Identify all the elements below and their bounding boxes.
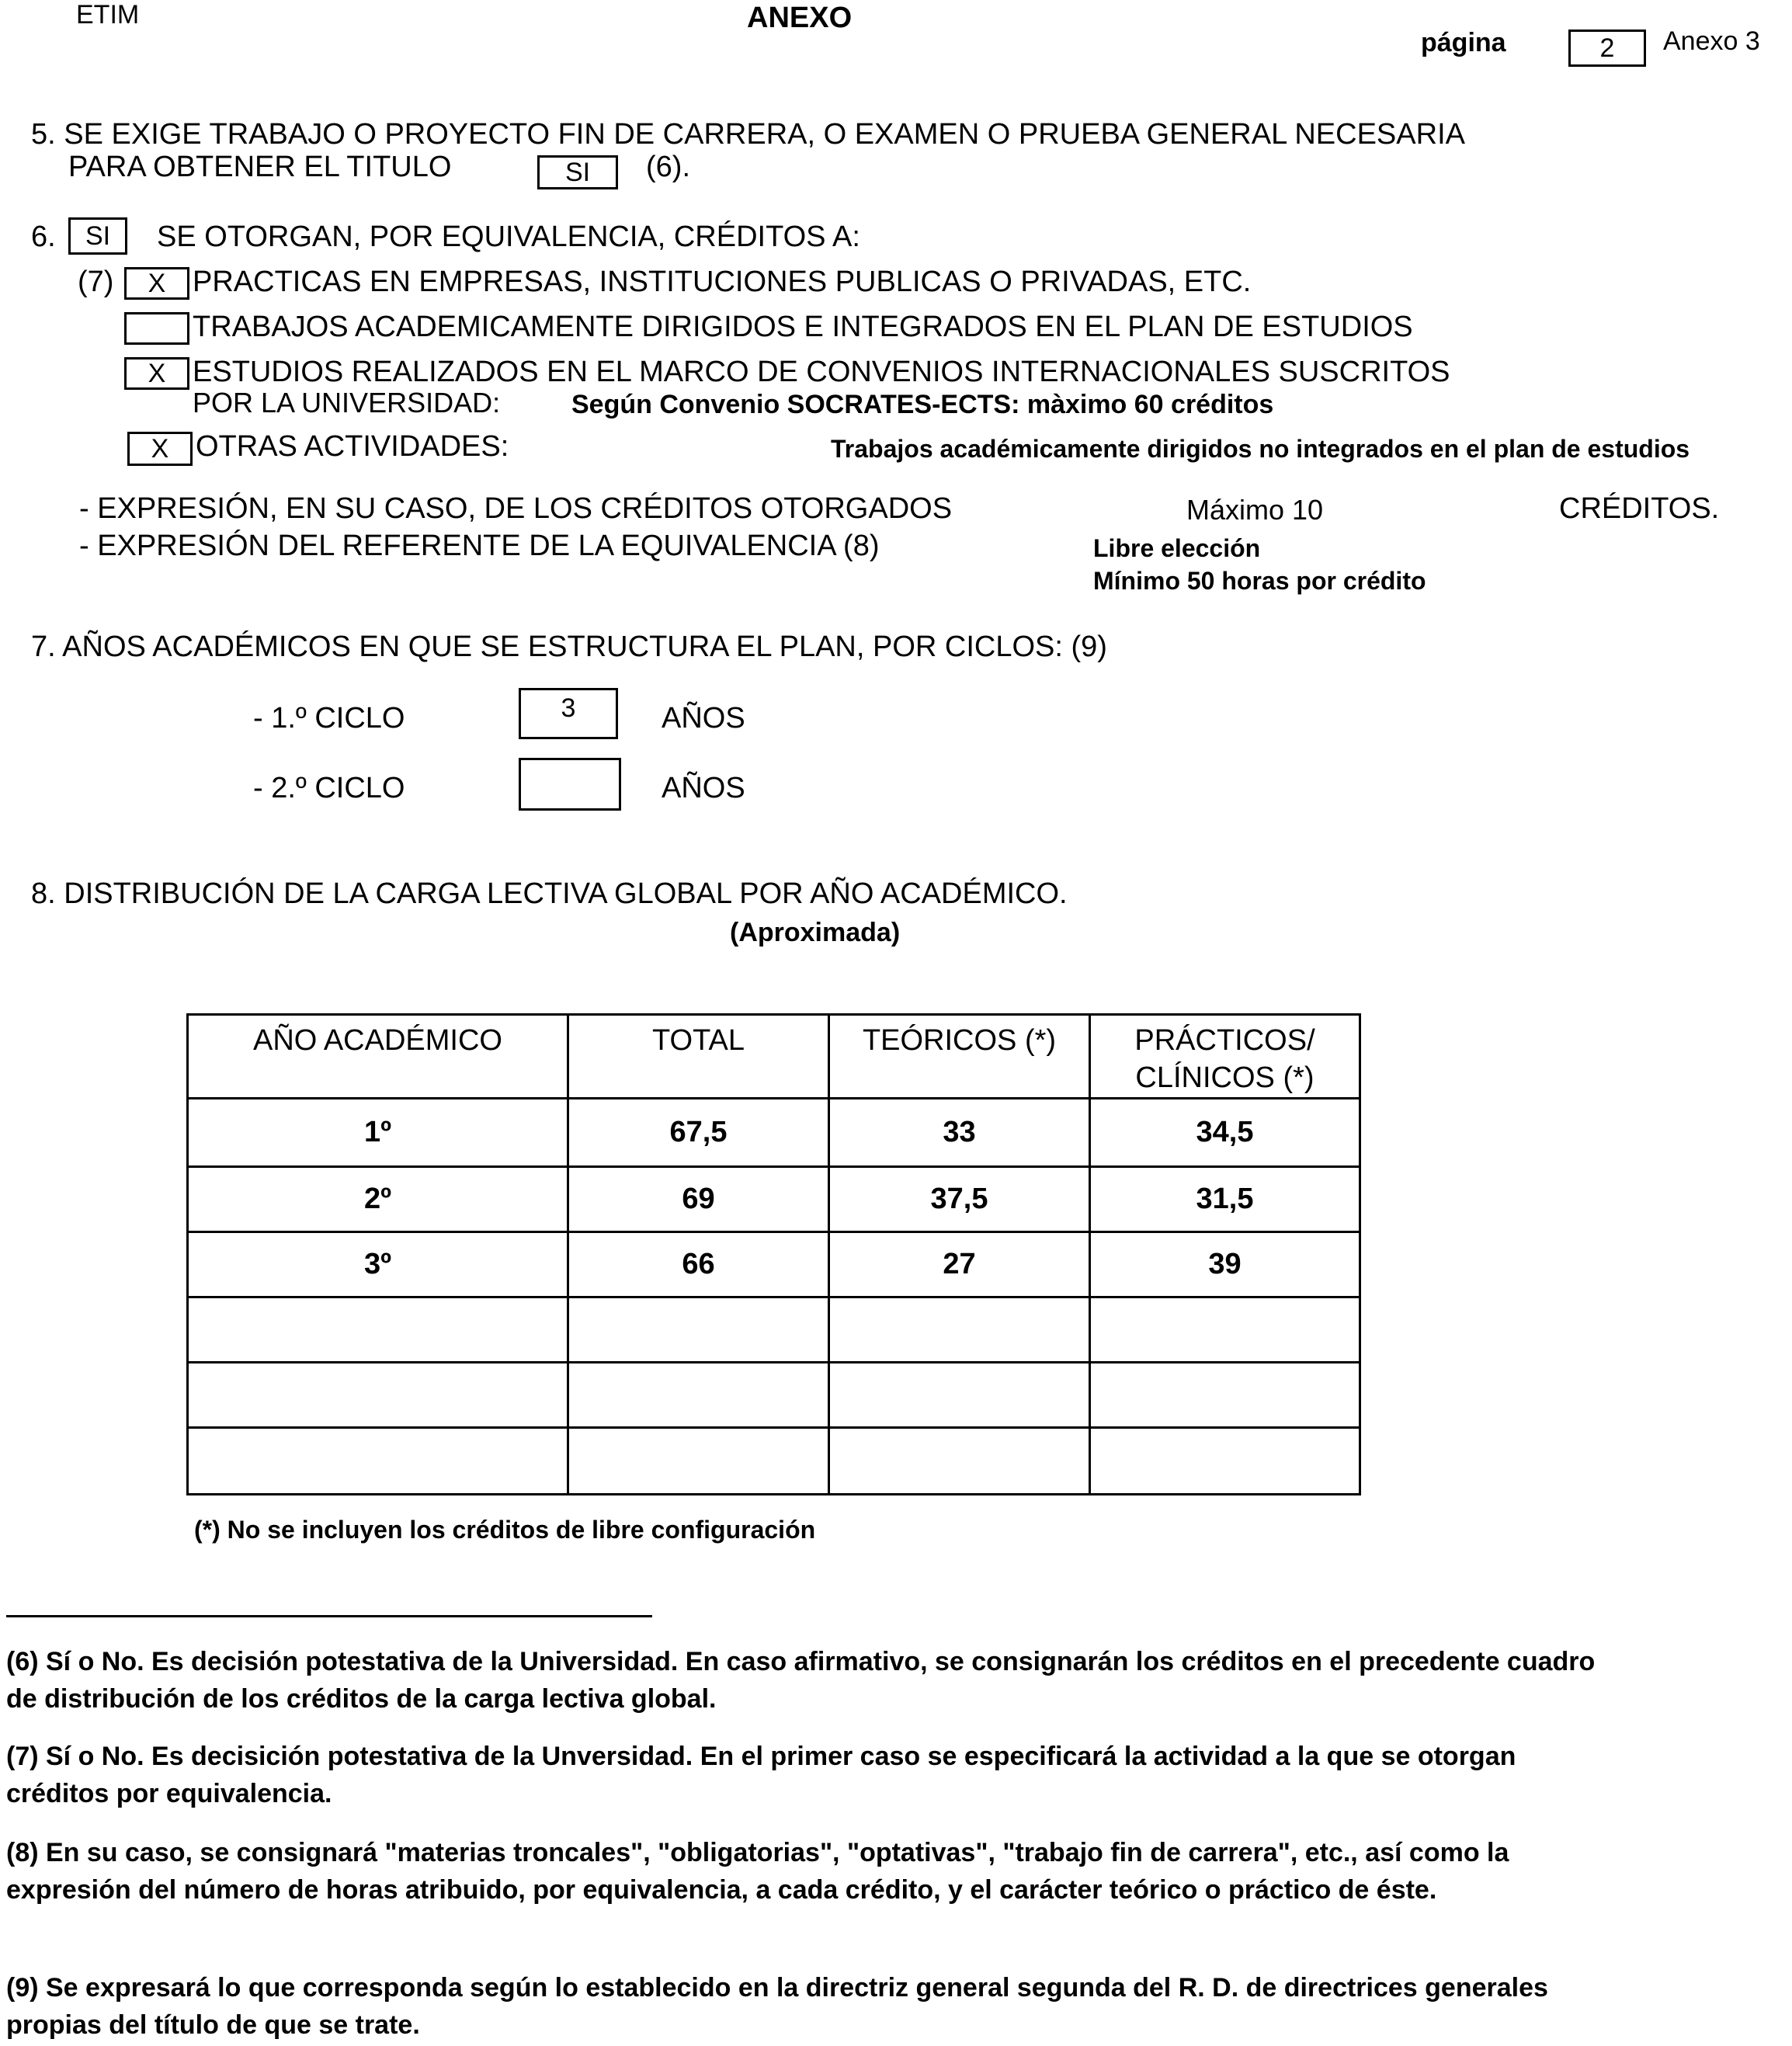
cell-practicos: [1090, 1428, 1360, 1495]
s8-title: 8. DISTRIBUCIÓN DE LA CARGA LECTIVA GLOBAL POR AÑO ACADÉMICO.: [31, 877, 1068, 910]
table-row: [188, 1167, 1360, 1232]
carga-lectiva-table: [186, 1013, 1361, 1495]
table-row: [188, 1297, 1360, 1363]
s6-expr1-label: - EXPRESIÓN, EN SU CASO, DE LOS CRÉDITOS OTORGADOS: [79, 492, 953, 525]
footnote-9: (9) Se expresará lo que corresponda según lo establecido en la directriz general segunda del R. D. de directrices generales propias del título de que se trate.: [6, 1973, 1548, 2040]
col-header-ano: AÑO ACADÉMICO: [188, 1015, 568, 1099]
cell-practicos: [1090, 1363, 1360, 1428]
s5-ref: (6).: [646, 151, 690, 183]
s7-ciclo1-label: - 1.º CICLO: [253, 702, 405, 735]
cell-ano: 2º: [188, 1167, 568, 1232]
s6-number: 6.: [31, 221, 56, 253]
header-title: ANEXO: [747, 2, 853, 34]
s6-item4-checkbox: X: [127, 432, 193, 466]
pagina-label: página: [1421, 28, 1506, 57]
cell-ano: 1º: [188, 1099, 568, 1167]
cell-ano: [188, 1428, 568, 1495]
s6-item4-detail: Trabajos académicamente dirigidos no integrados en el plan de estudios: [831, 435, 1690, 463]
s5-line2: PARA OBTENER EL TITULO: [68, 151, 452, 183]
footnote-divider: [6, 1615, 652, 1617]
cell-practicos: 39: [1090, 1232, 1360, 1297]
s6-item3-checkbox: X: [124, 357, 189, 390]
table-row: [188, 1363, 1360, 1428]
s5-si-box: SI: [537, 155, 618, 189]
col-header-practicos: PRÁCTICOS/ CLÍNICOS (*): [1090, 1015, 1360, 1099]
table-row: [188, 1232, 1360, 1297]
table-row: [188, 1428, 1360, 1495]
cell-total: [568, 1363, 829, 1428]
s6-si-box: SI: [68, 217, 127, 255]
s6-expr1-value: Máximo 10: [1186, 494, 1324, 526]
cell-practicos: [1090, 1297, 1360, 1363]
cell-teoricos: [829, 1363, 1090, 1428]
s6-ref7: (7): [78, 266, 114, 298]
s7-ciclo2-label: - 2.º CICLO: [253, 772, 405, 804]
col-header-teoricos: TEÓRICOS (*): [829, 1015, 1090, 1099]
s6-expr2-value2: Mínimo 50 horas por crédito: [1093, 567, 1426, 595]
table-row: [188, 1099, 1360, 1167]
cell-ano: [188, 1297, 568, 1363]
s8-subtitle: (Aproximada): [730, 918, 901, 947]
col-header-total: TOTAL: [568, 1015, 829, 1099]
s6-item3-line2b: Según Convenio SOCRATES-ECTS: màximo 60 créditos: [571, 390, 1274, 419]
s6-title: SE OTORGAN, POR EQUIVALENCIA, CRÉDITOS A:: [157, 221, 860, 253]
s5-line1: 5. SE EXIGE TRABAJO O PROYECTO FIN DE CARRERA, O EXAMEN O PRUEBA GENERAL NECESARIA: [31, 118, 1465, 151]
cell-teoricos: 27: [829, 1232, 1090, 1297]
s7-ciclo2-box: [519, 758, 621, 811]
s7-ciclo2-unit: AÑOS: [662, 772, 745, 804]
s6-item3-text: ESTUDIOS REALIZADOS EN EL MARCO DE CONVENIOS INTERNACIONALES SUSCRITOS: [193, 356, 1450, 388]
footnote-8: (8) En su caso, se consignará "materias troncales", "obligatorias", "optativas", "trabajo fin de carrera", etc., así como la expresión del número de horas atribuido, por equivalencia, a cada crédito, y el carácter teórico o práctico de éste.: [6, 1838, 1509, 1905]
cell-ano: 3º: [188, 1232, 568, 1297]
pagina-number-box: 2: [1568, 30, 1646, 67]
s6-item2-checkbox: [124, 312, 189, 345]
cell-total: [568, 1428, 829, 1495]
header-code: ETIM: [76, 0, 140, 30]
cell-teoricos: 33: [829, 1099, 1090, 1167]
table-header-row: [188, 1015, 1360, 1099]
s7-ciclo1-box: 3: [519, 688, 618, 739]
cell-teoricos: [829, 1297, 1090, 1363]
table-note: (*) No se incluyen los créditos de libre configuración: [194, 1516, 816, 1544]
cell-ano: [188, 1363, 568, 1428]
cell-total: 69: [568, 1167, 829, 1232]
cell-total: 66: [568, 1232, 829, 1297]
s6-item3-line2a: POR LA UNIVERSIDAD:: [193, 387, 501, 419]
cell-total: 67,5: [568, 1099, 829, 1167]
footnote-7: (7) Sí o No. Es decisición potestativa de la Unversidad. En el primer caso se especificará la actividad a la que se otorgan créditos por equivalencia.: [6, 1742, 1516, 1808]
s6-item4-text: OTRAS ACTIVIDADES:: [196, 430, 509, 463]
s7-ciclo1-unit: AÑOS: [662, 702, 745, 735]
cell-practicos: 34,5: [1090, 1099, 1360, 1167]
cell-practicos: 31,5: [1090, 1167, 1360, 1232]
s6-expr2-value1: Libre elección: [1093, 534, 1261, 562]
s6-item2-text: TRABAJOS ACADEMICAMENTE DIRIGIDOS E INTEGRADOS EN EL PLAN DE ESTUDIOS: [193, 311, 1413, 343]
s6-item1-checkbox: X: [124, 267, 189, 300]
s7-title: 7. AÑOS ACADÉMICOS EN QUE SE ESTRUCTURA EL PLAN, POR CICLOS: (9): [31, 630, 1107, 663]
footnote-6: (6) Sí o No. Es decisión potestativa de la Universidad. En caso afirmativo, se consignarán los créditos en el precedente cuadro de distribución de los créditos de la carga lectiva global.: [6, 1647, 1596, 1714]
cell-total: [568, 1297, 829, 1363]
s6-expr1-unit: CRÉDITOS.: [1559, 492, 1720, 525]
cell-teoricos: [829, 1428, 1090, 1495]
s6-item1-text: PRACTICAS EN EMPRESAS, INSTITUCIONES PUBLICAS O PRIVADAS, ETC.: [193, 266, 1252, 298]
cell-teoricos: 37,5: [829, 1167, 1090, 1232]
s6-expr2-label: - EXPRESIÓN DEL REFERENTE DE LA EQUIVALENCIA (8): [79, 530, 880, 562]
anexo-label: Anexo 3: [1663, 26, 1760, 56]
